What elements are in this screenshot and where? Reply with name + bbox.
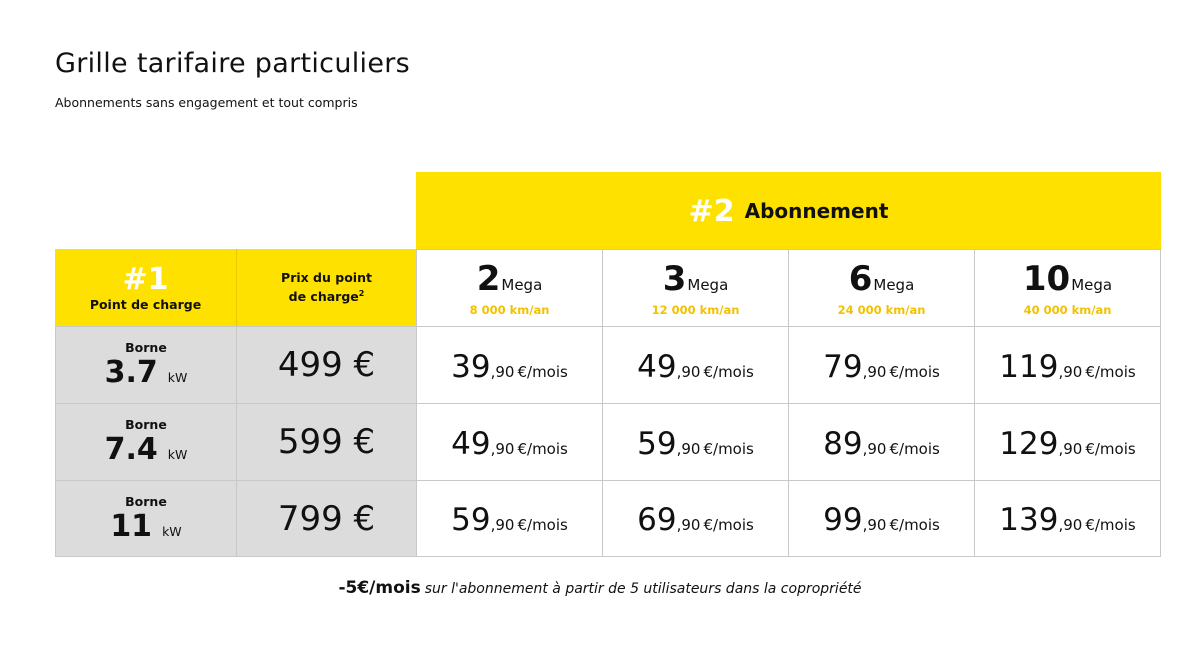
fee-dec: ,90: [862, 516, 887, 534]
fee-cell: [788, 403, 975, 481]
fee-dec: ,90: [490, 516, 515, 534]
fee-dec: ,90: [1058, 363, 1083, 381]
borne-price: 599 €: [236, 403, 417, 481]
plan-unit: Mega: [501, 276, 543, 294]
fee-cell: [416, 326, 603, 404]
borne-unit: kW: [162, 523, 182, 539]
fee-int: 129: [999, 426, 1059, 462]
plan-km: 12 000 km/an: [651, 303, 740, 317]
plan-value: 3: [662, 259, 687, 299]
page-title: Grille tarifaire particuliers: [55, 48, 411, 79]
plan-km: 40 000 km/an: [1023, 303, 1112, 317]
borne-cell-3-7: [55, 326, 237, 404]
fee-cell: [974, 403, 1161, 481]
fee-per: €/mois: [517, 440, 568, 458]
fee-int: 49: [451, 426, 491, 462]
fee-int: 49: [637, 349, 677, 385]
fee-dec: ,90: [862, 440, 887, 458]
borne-price: 499 €: [236, 326, 417, 404]
borne-cell-7-4: [55, 403, 237, 481]
fee-per: €/mois: [517, 363, 568, 381]
fee-per: €/mois: [889, 516, 940, 534]
borne-unit: kW: [167, 370, 188, 385]
fee-per: €/mois: [517, 516, 568, 534]
fee-cell: [602, 480, 789, 557]
abonnement-number: #2: [688, 193, 735, 229]
prix-header: [236, 249, 416, 327]
fee-dec: ,90: [676, 516, 701, 534]
point-de-charge-header: [55, 249, 236, 327]
fee-int: 79: [823, 349, 863, 385]
fee-dec: ,90: [676, 440, 701, 458]
fee-cell: [602, 403, 789, 481]
plan-header-6mega: [788, 249, 975, 327]
fee-per: €/mois: [889, 440, 940, 458]
fee-cell: [788, 326, 975, 404]
fee-per: €/mois: [703, 440, 754, 458]
fee-int: 59: [637, 426, 677, 462]
plan-value: 10: [1022, 259, 1071, 299]
fee-dec: ,90: [676, 363, 701, 381]
fee-cell: [974, 480, 1161, 557]
footer-text: sur l'abonnement à partir de 5 utilisateurs dans la copropriété: [424, 581, 862, 597]
fee-int: 59: [451, 502, 491, 538]
plan-header-2mega: [416, 249, 603, 327]
plan-header-3mega: [602, 249, 789, 327]
fee-per: €/mois: [1085, 363, 1136, 381]
fee-per: €/mois: [1085, 440, 1136, 458]
page-subtitle: Abonnements sans engagement et tout compris: [55, 95, 358, 110]
prix-header-line2: de charge: [288, 289, 359, 305]
fee-cell: [416, 403, 603, 481]
plan-value: 2: [476, 259, 501, 299]
fee-per: €/mois: [703, 516, 754, 534]
borne-power: 7.4: [104, 432, 158, 467]
fee-cell: [416, 480, 603, 557]
borne-label: Borne: [125, 340, 167, 355]
fee-per: €/mois: [889, 363, 940, 381]
plan-unit: Mega: [687, 276, 729, 294]
borne-power: 3.7: [104, 355, 158, 390]
borne-power: 11: [110, 508, 153, 544]
borne-cell-11: [55, 480, 237, 557]
plan-unit: Mega: [873, 276, 915, 294]
fee-int: 139: [999, 502, 1059, 538]
pricing-grid: [55, 172, 1161, 557]
plan-value: 6: [848, 259, 873, 299]
borne-price: 799 €: [236, 480, 417, 557]
point-number: #1: [122, 261, 169, 297]
fee-cell: [788, 480, 975, 557]
fee-dec: ,90: [1058, 440, 1083, 458]
fee-dec: ,90: [490, 440, 515, 458]
plan-km: 24 000 km/an: [837, 303, 926, 317]
fee-dec: ,90: [490, 363, 515, 381]
fee-int: 119: [999, 349, 1059, 385]
fee-cell: [602, 326, 789, 404]
plan-header-10mega: [974, 249, 1161, 327]
fee-int: 99: [823, 502, 863, 538]
abonnement-header: [416, 172, 1161, 250]
prix-header-line1: Prix du point: [281, 270, 372, 286]
fee-per: €/mois: [1085, 516, 1136, 534]
borne-label: Borne: [125, 417, 167, 432]
fee-dec: ,90: [1058, 516, 1083, 534]
fee-int: 89: [823, 426, 863, 462]
abonnement-label: Abonnement: [744, 199, 889, 223]
fee-cell: [974, 326, 1161, 404]
plan-unit: Mega: [1071, 276, 1113, 294]
fee-per: €/mois: [703, 363, 754, 381]
borne-label: Borne: [125, 493, 167, 509]
fee-int: 69: [637, 502, 677, 538]
borne-unit: kW: [167, 447, 188, 462]
fee-dec: ,90: [862, 363, 887, 381]
prix-header-footnote: 2: [358, 289, 365, 299]
footer-discount: -5€/mois: [338, 578, 421, 598]
plan-km: 8 000 km/an: [469, 303, 550, 317]
point-label: Point de charge: [89, 296, 202, 312]
fee-int: 39: [451, 349, 491, 385]
footer-note: [0, 578, 1200, 598]
